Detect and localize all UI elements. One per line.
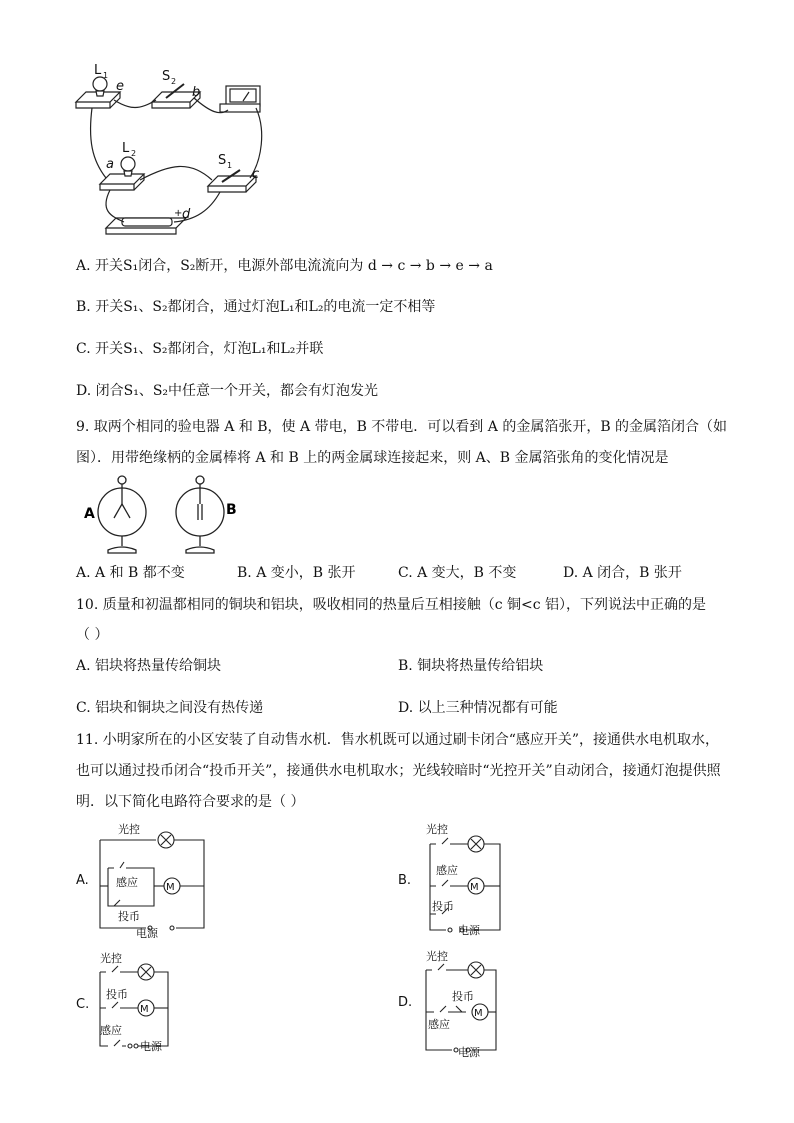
q11-c-motor: M bbox=[140, 1004, 149, 1015]
q10-option-b: B. 铜块将热量传给铝块 bbox=[398, 658, 544, 674]
q8-option-b-body: 开关S₁、S₂都闭合，通过灯泡L₁和L₂的电流一定不相等 bbox=[95, 299, 436, 315]
q11-d-motor: M bbox=[474, 1008, 483, 1019]
q8-option-a-body: 开关S₁闭合，S₂断开，电源外部电流流向为 d → c → b → e → a bbox=[95, 258, 493, 274]
q11-c-light: 光控 bbox=[100, 952, 122, 965]
q8-label-b: b bbox=[192, 85, 201, 100]
q8-option-a-text: A. bbox=[76, 258, 91, 274]
q10-option-a: A. 铝块将热量传给铜块 bbox=[76, 658, 222, 674]
q11-circuit-d-drawing bbox=[396, 948, 516, 1060]
q11-b-power: 电源 bbox=[458, 924, 480, 937]
q9-label-A: A bbox=[84, 506, 95, 522]
q11-circuit-a bbox=[74, 818, 214, 938]
q11-circuit-d bbox=[396, 948, 516, 1060]
q8-label-d: d bbox=[182, 207, 191, 222]
q9-electroscope-drawing bbox=[80, 474, 240, 558]
q10-blank: （ ） bbox=[76, 627, 109, 643]
q11-circuit-c-drawing bbox=[74, 948, 194, 1058]
q8-option-d-letter: D. bbox=[76, 383, 92, 399]
q11-circuit-a-drawing bbox=[74, 818, 214, 938]
q8-option-c-letter: C. bbox=[76, 341, 91, 357]
q8-label-S1: S bbox=[218, 153, 227, 168]
q8-label-S2-sub: 2 bbox=[171, 77, 177, 86]
q8-label-L2: L bbox=[122, 141, 130, 156]
q8-label-e: e bbox=[116, 79, 124, 94]
q11-circuit-b-drawing bbox=[396, 818, 516, 938]
q8-label-L1: L bbox=[94, 63, 102, 78]
q9-option-c: C. A 变大，B 不变 bbox=[398, 565, 517, 581]
q11-b-light: 光控 bbox=[426, 823, 448, 836]
q11-b-motor: M bbox=[470, 882, 479, 893]
q10-option-c: C. 铝块和铜块之间没有热传递 bbox=[76, 700, 264, 716]
q9-electroscope-figure bbox=[80, 474, 240, 558]
q9-option-b: B. A 变小，B 张开 bbox=[237, 565, 356, 581]
q11-d-letter: D. bbox=[398, 995, 413, 1010]
q8-option-b-letter: B. bbox=[76, 299, 91, 315]
q11-a-power: 电源 bbox=[136, 927, 158, 938]
q11-a-light: 光控 bbox=[118, 823, 140, 836]
q8-label-c: c bbox=[252, 167, 260, 182]
q8-label-S2: S bbox=[162, 69, 171, 84]
q8-label-a: a bbox=[106, 157, 114, 172]
q11-d-power: 电源 bbox=[458, 1046, 480, 1059]
q11-d-coin: 投币 bbox=[452, 990, 474, 1003]
q11-d-sense: 感应 bbox=[428, 1018, 450, 1031]
q8-option-b bbox=[76, 297, 435, 317]
q11-stem-line2: 也可以通过投币闭合“投币开关”，接通供水电机取水；光线较暗时“光控开关”自动闭合，接通灯泡提供照 bbox=[76, 763, 721, 779]
q11-a-sense: 感应 bbox=[116, 876, 138, 889]
q11-b-letter: B. bbox=[398, 873, 412, 888]
q11-c-coin: 投币 bbox=[106, 988, 128, 1001]
q9-stem-line2: 图）．用带绝缘柄的金属棒将 A 和 B 上的两金属球连接起来，则 A、B 金属箔张角的变化情况是 bbox=[76, 450, 669, 466]
q8-circuit-drawing bbox=[70, 60, 270, 240]
q8-option-d bbox=[76, 381, 378, 401]
q11-c-sense: 感应 bbox=[100, 1024, 122, 1037]
q11-circuit-b bbox=[396, 818, 516, 938]
q11-stem-line3: 明．以下简化电路符合要求的是（ ） bbox=[76, 794, 305, 810]
q9-stem-line1: 9. 取两个相同的验电器 A 和 B，使 A 带电，B 不带电．可以看到 A 的金属箔张开，B 的金属箔闭合（如 bbox=[76, 419, 728, 435]
q10-option-d: D. 以上三种情况都有可能 bbox=[398, 700, 558, 716]
q8-option-c bbox=[76, 339, 323, 359]
q11-b-sense: 感应 bbox=[436, 864, 458, 877]
q8-circuit-figure bbox=[70, 60, 270, 240]
q8-option-d-body: 闭合S₁、S₂中任意一个开关，都会有灯泡发光 bbox=[95, 383, 379, 399]
q8-option-a bbox=[76, 256, 493, 276]
q11-a-motor: M bbox=[166, 882, 175, 893]
q11-c-power: 电源 bbox=[140, 1040, 162, 1053]
q8-label-S1-sub: 1 bbox=[227, 161, 233, 170]
q11-stem-line1: 11. 小明家所在的小区安装了自动售水机．售水机既可以通过刷卡闭合“感应开关”，接通供水电机取水， bbox=[76, 732, 720, 748]
q11-circuit-c bbox=[74, 948, 194, 1058]
q11-a-letter: A. bbox=[76, 873, 89, 888]
q9-option-a: A. A 和 B 都不变 bbox=[76, 565, 185, 581]
q10-stem: 10. 质量和初温都相同的铜块和铝块，吸收相同的热量后互相接触（c 铜<c 铝），下列说法中正确的是 bbox=[76, 597, 707, 613]
q11-c-letter: C. bbox=[76, 997, 90, 1012]
q11-b-coin: 投币 bbox=[432, 900, 454, 913]
q8-label-L1-sub: 1 bbox=[103, 71, 109, 80]
q11-a-coin: 投币 bbox=[118, 910, 140, 923]
q9-label-B: B bbox=[226, 502, 237, 518]
q8-label-plus: + bbox=[174, 208, 183, 219]
q8-option-c-body: 开关S₁、S₂都闭合，灯泡L₁和L₂并联 bbox=[95, 341, 324, 357]
q9-option-d: D. A 闭合，B 张开 bbox=[563, 565, 682, 581]
q11-d-light: 光控 bbox=[426, 950, 448, 963]
q8-label-L2-sub: 2 bbox=[131, 149, 137, 158]
